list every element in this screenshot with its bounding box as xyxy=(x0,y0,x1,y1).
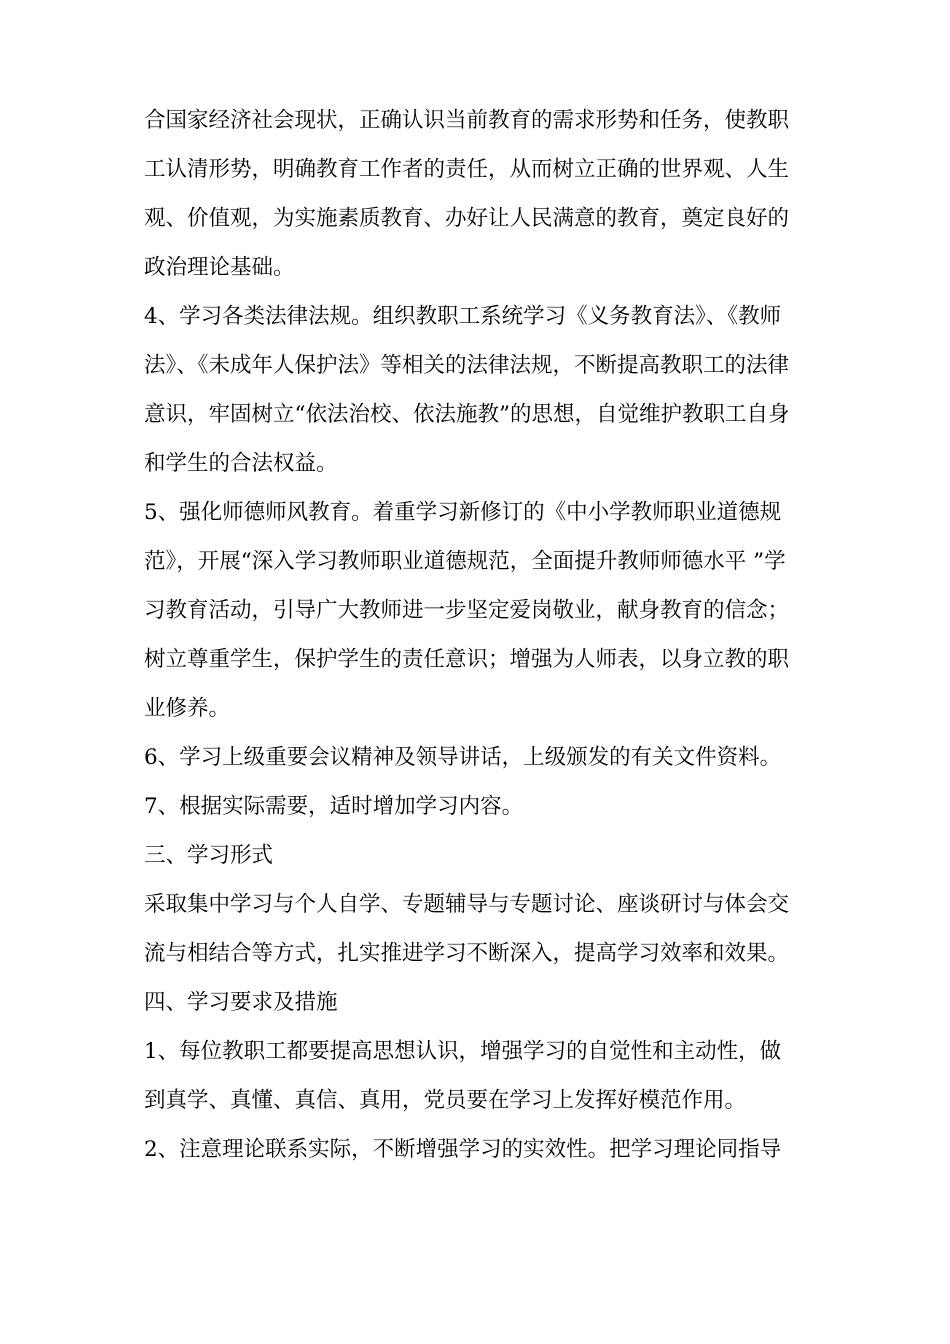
text-line: 工认清形势，明确教育工作者的责任，从而树立正确的世界观、人生 xyxy=(144,157,790,182)
text-line: 业修养。 xyxy=(144,696,231,721)
section-heading: 三、学习形式 xyxy=(144,843,274,868)
text-line: 习教育活动，引导广大教师进一步坚定爱岗敬业，献身教育的信念； xyxy=(144,598,790,623)
text-line: 7、根据实际需要，适时增加学习内容。 xyxy=(144,794,524,819)
text-line: 树立尊重学生，保护学生的责任意识；增强为人师表，以身立教的职 xyxy=(144,647,790,672)
text-line: 1、每位教职工都要提高思想认识，增强学习的自觉性和主动性，做 xyxy=(144,1039,782,1064)
text-line: 意识，牢固树立“依法治校、依法施教”的思想，自觉维护教职工自身 xyxy=(144,402,790,427)
text-line: 6、学习上级重要会议精神及领导讲话，上级颁发的有关文件资料。 xyxy=(144,745,782,770)
text-line: 和学生的合法权益。 xyxy=(144,451,338,476)
text-line: 2、注意理论联系实际，不断增强学习的实效性。把学习理论同指导 xyxy=(144,1137,782,1162)
text-line: 流与相结合等方式，扎实推进学习不断深入，提高学习效率和效果。 xyxy=(144,941,790,966)
text-line: 观、价值观，为实施素质教育、办好让人民满意的教育，奠定良好的 xyxy=(144,206,790,231)
section-heading: 四、学习要求及措施 xyxy=(144,990,338,1015)
text-line: 到真学、真懂、真信、真用，党员要在学习上发挥好模范作用。 xyxy=(144,1088,747,1113)
text-line: 范》，开展“深入学习教师职业道德规范，全面提升教师师德水平 ”学 xyxy=(144,549,786,574)
text-line: 政治理论基础。 xyxy=(144,255,295,280)
text-line: 5、强化师德师风教育。着重学习新修订的《中小学教师职业道德规 xyxy=(144,500,782,525)
text-line: 采取集中学习与个人自学、专题辅导与专题讨论、座谈研讨与体会交 xyxy=(144,892,790,917)
text-line: 合国家经济社会现状，正确认识当前教育的需求形势和任务，使教职 xyxy=(144,108,790,133)
text-line: 法》、《未成年人保护法》等相关的法律法规，不断提高教职工的法律 xyxy=(144,353,790,378)
document-body xyxy=(144,106,820,1184)
text-line: 4、学习各类法律法规。组织教职工系统学习《义务教育法》、《教师 xyxy=(144,304,782,329)
